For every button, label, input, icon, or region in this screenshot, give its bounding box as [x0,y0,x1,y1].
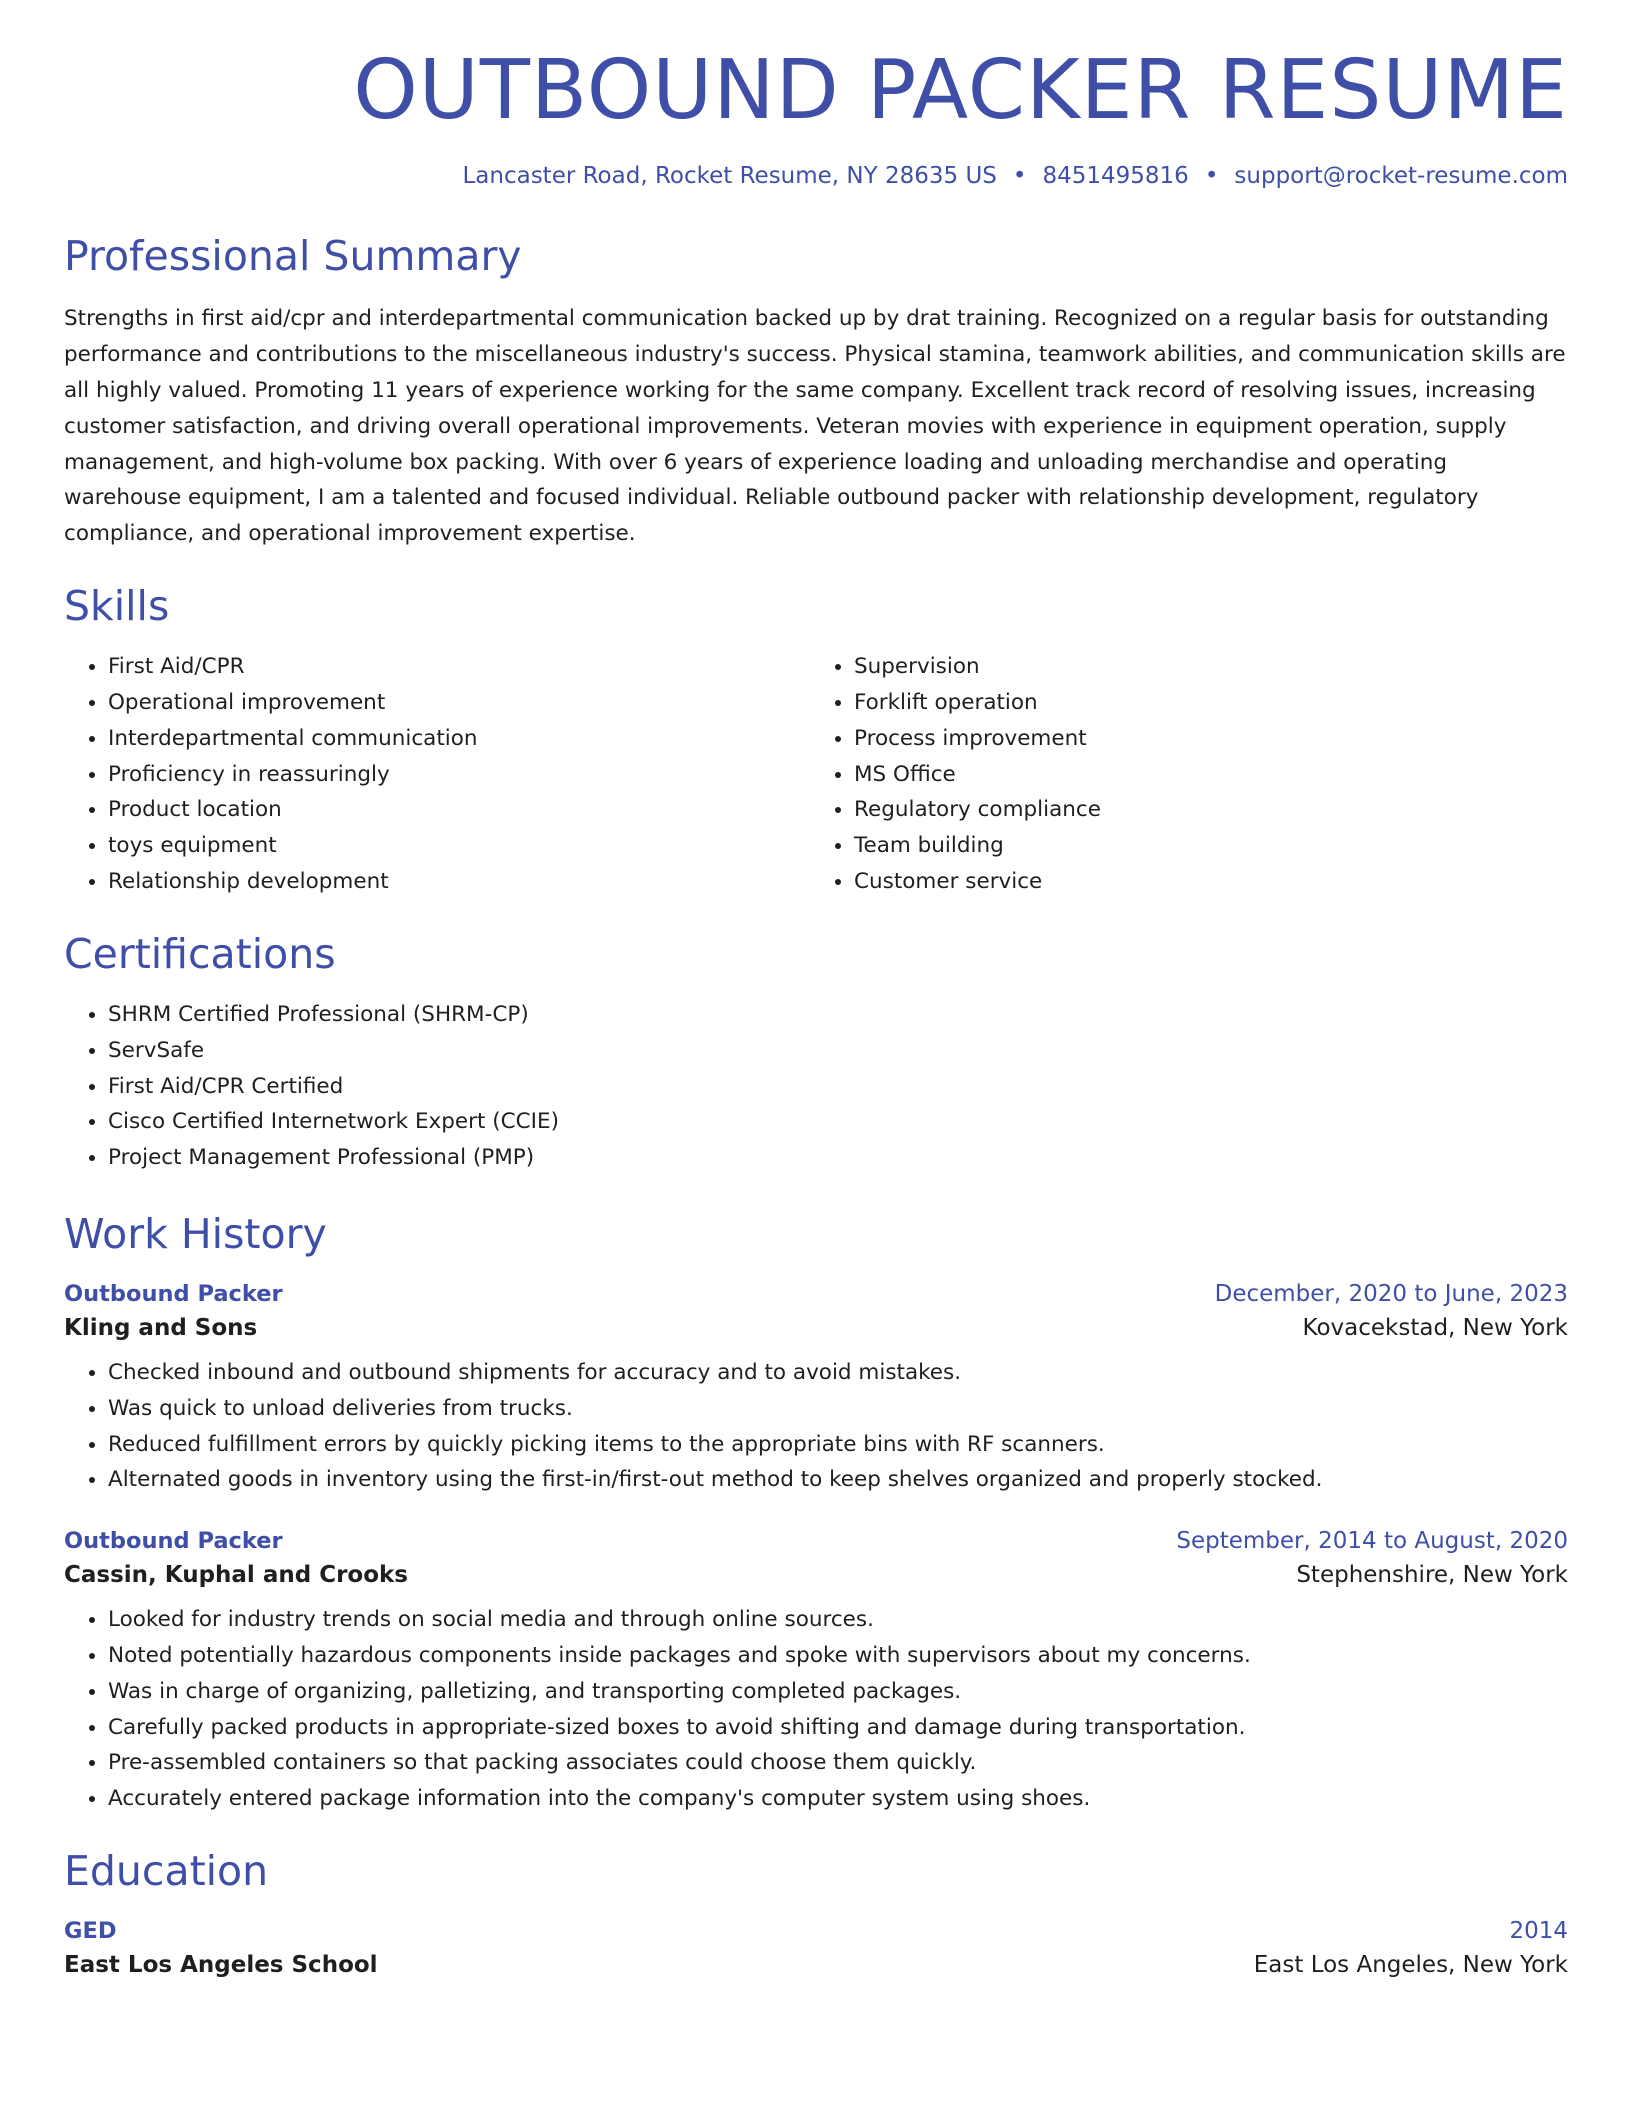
job-location: Kovacekstad, New York [1302,1315,1568,1342]
certifications-list [64,997,1568,1176]
job-bullets [64,1355,1568,1498]
skill-item: • Interdepartmental communication [108,721,822,757]
certification-item: • First Aid/CPR Certified [108,1069,1568,1105]
job-bullet: • Accurately entered package information into the company's computer system using shoes. [108,1781,1568,1817]
job-bullet: • Pre-assembled containers so that packing associates could choose them quickly. [108,1745,1568,1781]
skill-item: • Relationship development [108,864,822,900]
job-subheader [64,1315,1568,1341]
resume-title: OUTBOUND PACKER RESUME [353,43,1568,138]
skill-item: • Product location [108,792,822,828]
work-history-heading: Work History [64,1209,327,1258]
job-dates: December, 2020 to June, 2023 [1214,1281,1568,1308]
education-heading: Education [64,1847,269,1896]
job-bullet: • Checked inbound and outbound shipments for accuracy and to avoid mistakes. [108,1355,1568,1391]
company-name: Cassin, Kuphal and Crooks [64,1562,409,1589]
job-bullet: • Looked for industry trends on social media and through online sources. [108,1602,1568,1638]
job-entry [64,1281,1568,1498]
job-entry [64,1528,1568,1817]
skill-item: • Supervision [854,649,1568,685]
job-location: Stephenshire, New York [1296,1562,1568,1589]
job-title: Outbound Packer [64,1281,283,1308]
job-bullet: • Carefully packed products in appropriate-sized boxes to avoid shifting and damage during transportation. [108,1710,1568,1746]
certification-item: • Cisco Certified Internetwork Expert (CCIE) [108,1104,1568,1140]
separator-dot: • [1204,163,1219,190]
skill-item: • toys equipment [108,828,822,864]
skill-item: • Team building [854,828,1568,864]
skills-grid [64,631,1568,900]
skills-heading: Skills [64,581,170,630]
summary-heading: Professional Summary [64,232,522,281]
skill-item: • MS Office [854,757,1568,793]
job-subheader [64,1562,1568,1588]
education-header [64,1918,1568,1944]
contact-phone: 8451495816 [1042,163,1189,190]
degree: GED [64,1918,117,1945]
job-bullets [64,1602,1568,1817]
job-title: Outbound Packer [64,1528,283,1555]
contact-email[interactable]: support@rocket-resume.com [1234,163,1568,190]
job-dates: September, 2014 to August, 2020 [1176,1528,1568,1555]
education-entry [64,1918,1568,1978]
resume-page [64,44,1568,1978]
skill-item: • Customer service [854,864,1568,900]
job-header [64,1281,1568,1307]
skill-item: • First Aid/CPR [108,649,822,685]
skills-list-right [822,649,1568,900]
certification-item: • SHRM Certified Professional (SHRM-CP) [108,997,1568,1033]
certifications-heading: Certifications [64,929,336,978]
certification-item: • Project Management Professional (PMP) [108,1140,1568,1176]
job-bullet: • Alternated goods in inventory using the first-in/first-out method to keep shelves organized and properly stocked. [108,1462,1568,1498]
separator-dot: • [1012,163,1027,190]
skills-list-left [64,649,822,900]
skill-item: • Process improvement [854,721,1568,757]
certification-item: • ServSafe [108,1033,1568,1069]
skill-item: • Proficiency in reassuringly [108,757,822,793]
skill-item: • Regulatory compliance [854,792,1568,828]
job-bullet: • Noted potentially hazardous components inside packages and spoke with supervisors about my concerns. [108,1638,1568,1674]
school-name: East Los Angeles School [64,1952,378,1979]
contact-address: Lancaster Road, Rocket Resume, NY 28635 US [462,163,997,190]
skill-item: • Forklift operation [854,685,1568,721]
school-location: East Los Angeles, New York [1253,1952,1568,1979]
job-bullet: • Was in charge of organizing, palletizing, and transporting completed packages. [108,1674,1568,1710]
skill-item: • Operational improvement [108,685,822,721]
job-bullet: • Was quick to unload deliveries from trucks. [108,1391,1568,1427]
job-header [64,1528,1568,1554]
graduation-year: 2014 [1509,1918,1568,1945]
company-name: Kling and Sons [64,1315,258,1342]
contact-line [64,162,1568,192]
summary-text: Strengths in first aid/cpr and interdepartmental communication backed up by drat training. Recognized on a regular basis for outstanding performance and contributions to the miscellaneous industry's success. Physical stamina, teamwork abilities, and communication skills are all highly valued. Promoting 11 years of experience working for the same company. Excellent track record of resolving issues, increasing customer satisfaction, and driving overall operational improvements. Veteran movies with experience in equipment operation, supply management, and high-volume box packing. With over 6 years of experience loading and unloading merchandise and operating warehouse equipment, I am a talented and focused individual. Reliable outbound packer with relationship development, regulatory compliance, and operational improvement expertise. [64,306,1566,547]
education-subheader [64,1952,1568,1978]
job-bullet: • Reduced fulfillment errors by quickly picking items to the appropriate bins with RF scanners. [108,1427,1568,1463]
